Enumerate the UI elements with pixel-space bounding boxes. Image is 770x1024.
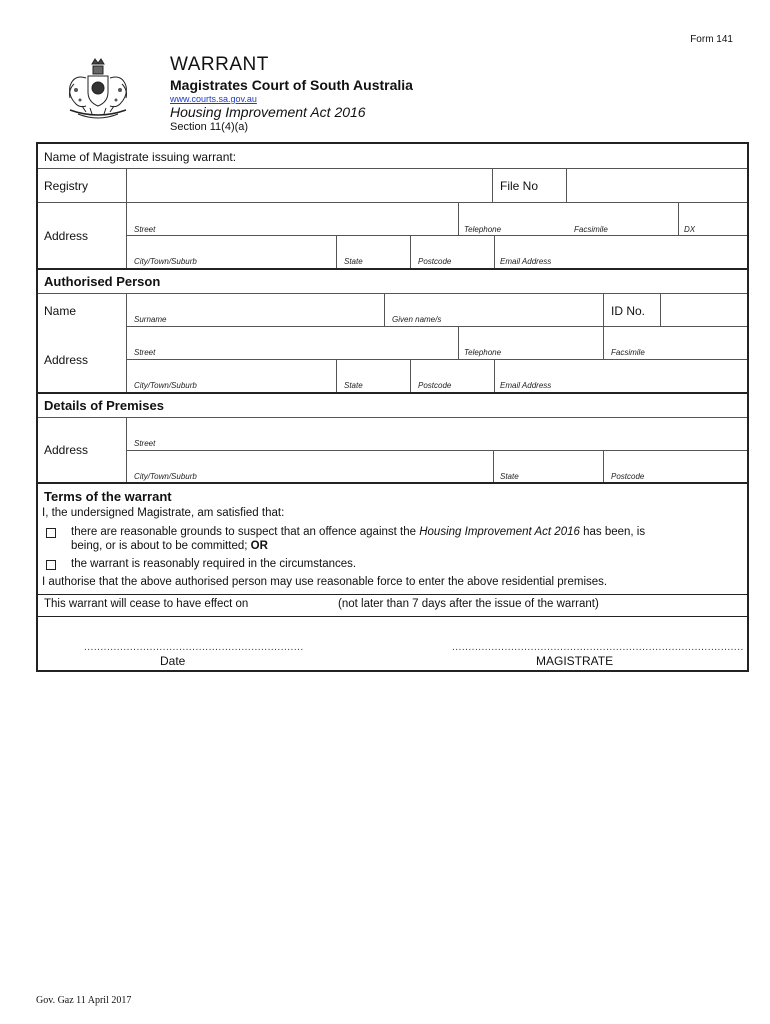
address-label: Address: [44, 229, 89, 243]
authorised-state-caption: State: [344, 381, 363, 390]
document-title: WARRANT: [170, 54, 269, 75]
premises-street-caption: Street: [134, 439, 156, 448]
authorised-city-caption: City/Town/Suburb: [134, 381, 197, 390]
offence-option: there are reasonable grounds to suspect that an offence against the Housing Improvement Act 2016 has been, is being, or is about to be committed; OR: [71, 526, 646, 552]
state-caption: State: [344, 257, 363, 266]
terms-heading: Terms of the warrant: [44, 489, 172, 504]
premises-postcode-caption: Postcode: [611, 472, 645, 481]
court-name: Magistrates Court of South Australia: [170, 77, 413, 93]
authorised-facsimile-caption: Facsimile: [611, 348, 645, 357]
authorised-address-label: Address: [44, 353, 89, 367]
cease-note: (not later than 7 days after the issue of the warrant): [338, 598, 599, 610]
premises-heading: Details of Premises: [44, 398, 164, 413]
premises-address-label: Address: [44, 443, 89, 457]
file-no-label: File No: [500, 179, 539, 193]
authorised-person-heading: Authorised Person: [44, 274, 161, 289]
email-caption: Email Address: [500, 257, 552, 266]
section-reference: Section 11(4)(a): [170, 121, 249, 133]
facsimile-caption: Facsimile: [574, 225, 608, 234]
circumstances-option: the warrant is reasonably required in the circumstances.: [71, 558, 357, 570]
warrant-form: [36, 142, 749, 672]
registry-label: Registry: [44, 179, 89, 193]
telephone-caption: Telephone: [464, 225, 502, 234]
offence-checkbox[interactable]: [46, 528, 56, 538]
premises-state-caption: State: [500, 472, 519, 481]
authorised-telephone-caption: Telephone: [464, 348, 502, 357]
gazette-footer: Gov. Gaz 11 April 2017: [36, 995, 132, 1006]
city-caption: City/Town/Suburb: [134, 257, 197, 266]
postcode-caption: Postcode: [418, 257, 452, 266]
coat-of-arms-icon: [60, 56, 136, 128]
magistrate-label: MAGISTRATE: [536, 654, 614, 668]
id-no-label: ID No.: [611, 304, 646, 318]
court-website-link[interactable]: www.courts.sa.gov.au: [170, 94, 257, 104]
authorised-street-caption: Street: [134, 348, 156, 357]
form-number: Form 141: [690, 34, 733, 45]
given-names-caption: Given name/s: [392, 315, 442, 324]
name-label: Name: [44, 304, 77, 318]
magistrate-signature-line[interactable]: .........................................................................................: [452, 642, 744, 653]
authorised-postcode-caption: Postcode: [418, 381, 452, 390]
authorise-statement: I authorise that the above authorised person may use reasonable force to enter the above residential premises.: [42, 576, 608, 588]
magistrate-name-label: Name of Magistrate issuing warrant:: [44, 150, 237, 164]
street-caption: Street: [134, 225, 156, 234]
authorised-email-caption: Email Address: [500, 381, 552, 390]
circumstances-checkbox[interactable]: [46, 560, 56, 570]
premises-city-caption: City/Town/Suburb: [134, 472, 197, 481]
date-label: Date: [160, 654, 186, 668]
terms-intro: I, the undersigned Magistrate, am satisfied that:: [42, 507, 285, 519]
surname-caption: Surname: [134, 315, 167, 324]
dx-caption: DX: [684, 225, 696, 234]
cease-text: This warrant will cease to have effect on: [44, 598, 249, 610]
act-name: Housing Improvement Act 2016: [170, 104, 366, 120]
date-signature-line[interactable]: ...................................................................: [84, 642, 304, 653]
